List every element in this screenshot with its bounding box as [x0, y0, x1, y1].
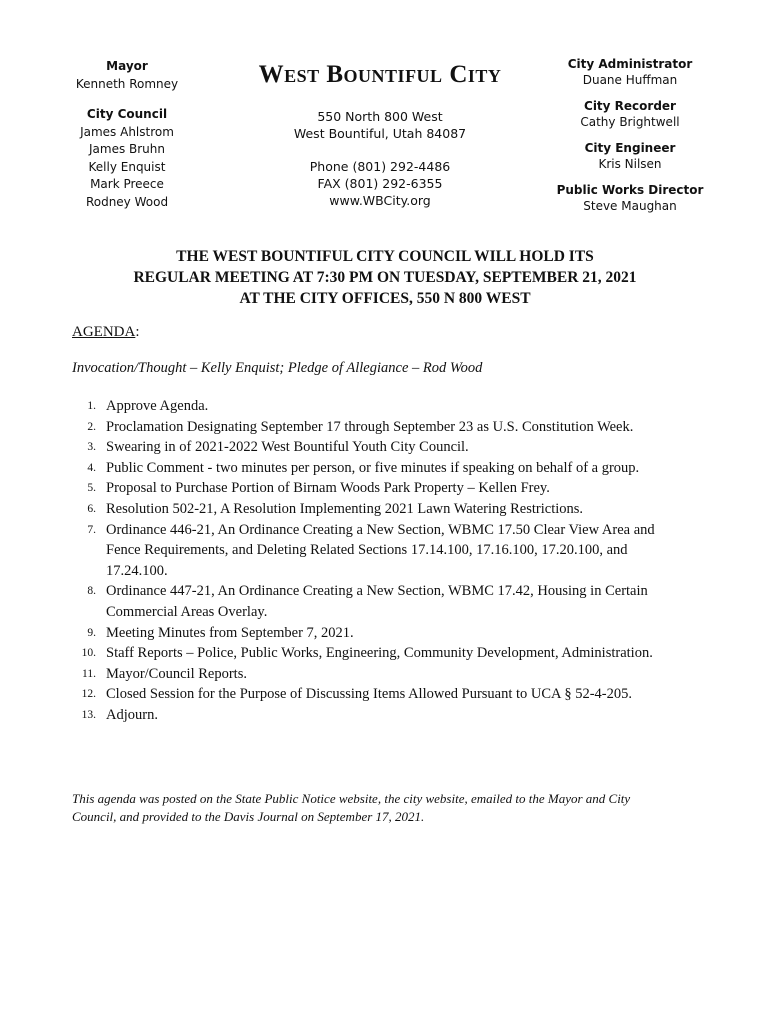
council-member: Rodney Wood [85, 194, 169, 209]
agenda-item-number: 10. [81, 647, 96, 660]
agenda-item [72, 643, 692, 664]
recorder-role: City Recorder [584, 99, 676, 113]
agenda-item [72, 437, 692, 458]
administrator-group [550, 56, 710, 88]
agenda-item-text: Adjourn. [106, 706, 158, 723]
administrator-role: City Administrator [567, 57, 693, 71]
agenda-item-number: 3. [87, 441, 96, 454]
agenda-item-text: Ordinance 446-21, An Ordinance Creating a New Section, WBMC 17.50 Clear View Area and [106, 521, 655, 538]
agenda-heading [72, 324, 140, 341]
agenda-item [72, 664, 692, 685]
agenda-item [72, 705, 692, 726]
agenda-item [72, 581, 692, 622]
posting-note [72, 790, 702, 826]
city-title: West Bountiful City [258, 61, 502, 88]
agenda-item-number: 7. [87, 523, 96, 536]
agenda-item-text: Proclamation Designating September 17 through September 23 as U.S. Constitution Week. [106, 418, 634, 435]
public-works-group [550, 182, 710, 214]
recorder-group [550, 98, 710, 130]
engineer-role: City Engineer [584, 141, 676, 155]
agenda-item-text: Public Comment - two minutes per person, or five minutes if speaking on behalf of a group. [106, 459, 640, 476]
notice-line: THE WEST BOUNTIFUL CITY COUNCIL WILL HOLD ITS [176, 248, 594, 265]
agenda-item-number: 12. [81, 688, 96, 701]
agenda-item-number: 9. [87, 626, 96, 639]
agenda-item-number: 8. [87, 585, 96, 598]
agenda-item-number: 1. [87, 400, 96, 412]
agenda-item-text: Proposal to Purchase Portion of Birnam Woods Park Property – Kellen Frey. [106, 480, 550, 497]
letterhead-right-column [550, 56, 710, 224]
agenda-item [72, 520, 692, 582]
mayor-role: Mayor [106, 59, 148, 73]
agenda-item [72, 396, 692, 417]
agenda-item-text: Meeting Minutes from September 7, 2021. [106, 624, 354, 641]
agenda-item-text: Commercial Areas Overlay. [106, 603, 268, 620]
agenda-item-number: 11. [82, 667, 96, 680]
agenda-item [72, 499, 692, 520]
agenda-item-text: Fence Requirements, and Deleting Related Sections 17.14.100, 17.16.100, 17.20.100, and [106, 542, 628, 559]
address-line-2: West Bountiful, Utah 84087 [293, 126, 467, 141]
posting-note-line: Council, and provided to the Davis Journal on September 17, 2021. [72, 809, 425, 824]
agenda-item-text: Approve Agenda. [106, 398, 209, 414]
agenda-item-text: Closed Session for the Purpose of Discussing Items Allowed Pursuant to UCA § 52-4-205. [106, 686, 633, 703]
agenda-item-text: Mayor/Council Reports. [106, 665, 247, 682]
notice-line: REGULAR MEETING AT 7:30 PM ON TUESDAY, SEPTEMBER 21, 2021 [133, 269, 637, 286]
phone-number: Phone (801) 292-4486 [309, 159, 451, 174]
administrator-name: Duane Huffman [582, 73, 678, 87]
agenda-item-number: 5. [87, 482, 96, 495]
agenda-item-text: Resolution 502-21, A Resolution Implementing 2021 Lawn Watering Restrictions. [106, 500, 584, 517]
agenda-item [72, 623, 692, 644]
council-role: City Council [86, 107, 168, 121]
agenda-label: AGENDA [72, 324, 136, 340]
mayor-name: Kenneth Romney [75, 76, 179, 91]
posting-note-line: This agenda was posted on the State Public Notice website, the city website, emailed to the Mayor and City [72, 791, 631, 806]
engineer-name: Kris Nilsen [598, 157, 662, 171]
agenda-item [72, 417, 692, 438]
letterhead-left-column [62, 58, 192, 211]
notice-line: AT THE CITY OFFICES, 550 N 800 WEST [239, 290, 531, 307]
letterhead-center-column [230, 60, 530, 209]
agenda-item-text: Staff Reports – Police, Public Works, Engineering, Community Development, Administration. [106, 645, 653, 662]
agenda-item-text: 17.24.100. [106, 562, 168, 579]
website: www.WBCity.org [329, 193, 431, 208]
agenda-item-number: 2. [87, 420, 96, 433]
agenda-list [72, 396, 692, 726]
council-member: James Ahlstrom [80, 124, 174, 139]
agenda-item [72, 684, 692, 705]
agenda-item [72, 458, 692, 479]
agenda-item-number: 4. [87, 461, 96, 474]
public-works-name: Steve Maughan [583, 199, 677, 213]
agenda-label-colon: : [135, 324, 140, 340]
recorder-name: Cathy Brightwell [580, 115, 680, 129]
council-member: Kelly Enquist [88, 159, 166, 174]
agenda-item-text: Ordinance 447-21, An Ordinance Creating a New Section, WBMC 17.42, Housing in Certain [106, 583, 648, 600]
address-line-1: 550 North 800 West [317, 109, 443, 124]
council-member: Mark Preece [90, 177, 164, 191]
meeting-notice [60, 246, 710, 309]
invocation-line: Invocation/Thought – Kelly Enquist; Pledge of Allegiance – Rod Wood [72, 360, 483, 376]
agenda-item [72, 478, 692, 499]
agenda-item-text: Swearing in of 2021-2022 West Bountiful Youth City Council. [106, 439, 469, 456]
agenda-item-number: 6. [87, 502, 96, 515]
fax-number: FAX (801) 292-6355 [317, 176, 443, 191]
agenda-item-number: 13. [81, 708, 96, 721]
public-works-role: Public Works Director [556, 183, 704, 197]
engineer-group [550, 140, 710, 172]
council-member: James Bruhn [88, 142, 165, 156]
